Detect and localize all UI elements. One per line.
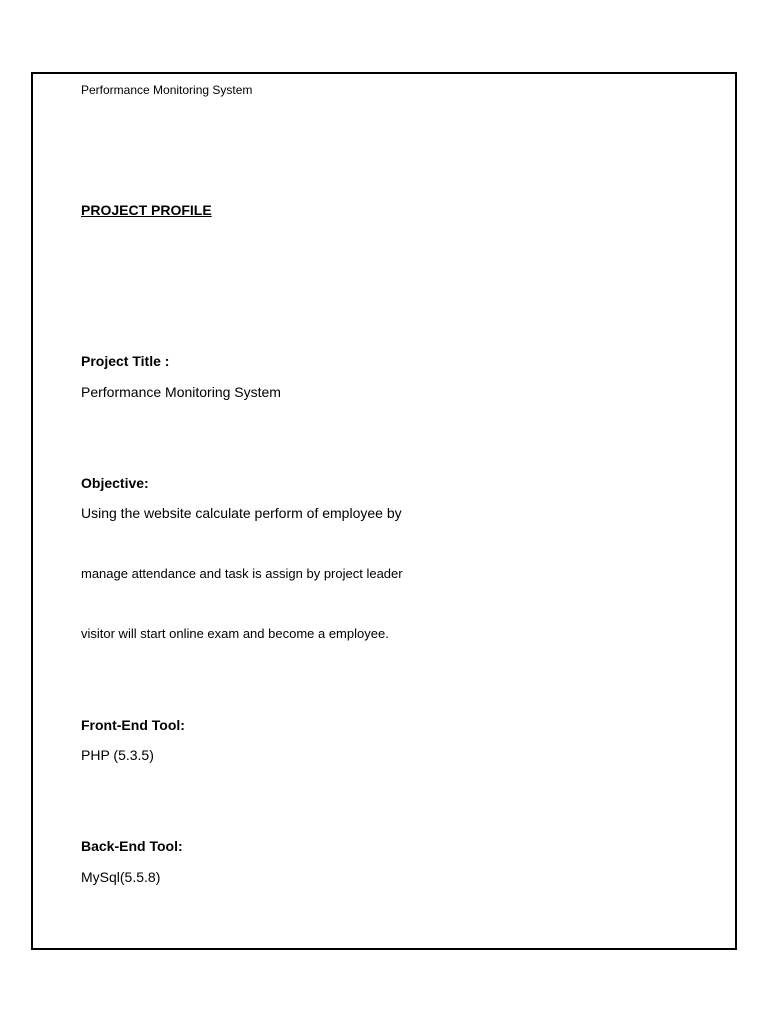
objective-line-1: Using the website calculate perform of employee by <box>81 505 402 521</box>
back-end-value: MySql(5.5.8) <box>81 869 161 885</box>
front-end-label: Front-End Tool: <box>81 717 185 733</box>
objective-label: Objective: <box>81 475 149 491</box>
page-header: Performance Monitoring System <box>81 83 253 97</box>
project-title-value: Performance Monitoring System <box>81 384 281 400</box>
section-title: PROJECT PROFILE <box>81 202 212 218</box>
back-end-label: Back-End Tool: <box>81 838 183 854</box>
objective-line-3: visitor will start online exam and become a employee. <box>81 626 389 641</box>
objective-line-2: manage attendance and task is assign by project leader <box>81 566 403 581</box>
project-title-label: Project Title : <box>81 353 170 369</box>
front-end-value: PHP (5.3.5) <box>81 747 154 763</box>
